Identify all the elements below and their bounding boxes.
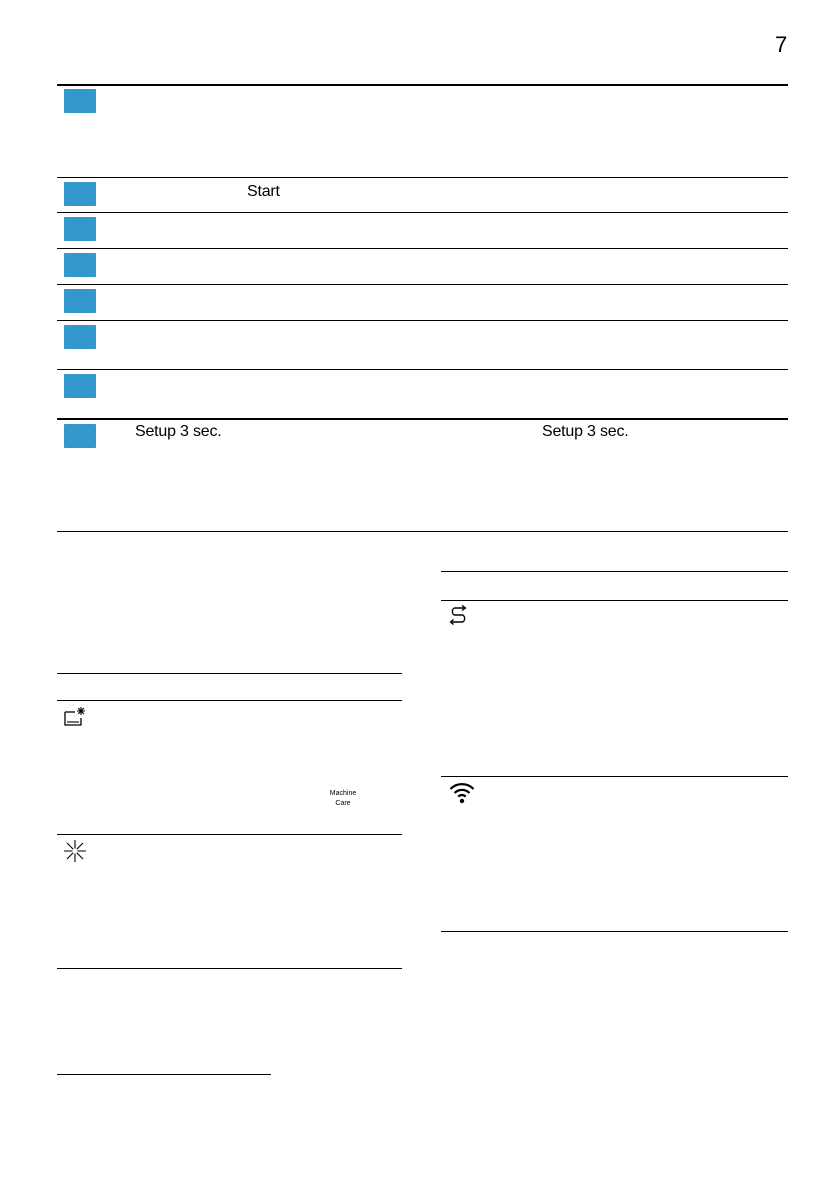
row-divider [57, 248, 788, 249]
table-bottom-rule [57, 968, 402, 969]
setup-label-left: Setup 3 sec. [135, 423, 222, 440]
remote-start-icon [446, 605, 472, 629]
row-divider [57, 834, 402, 835]
table-top-rule [57, 84, 788, 86]
step-square-4 [64, 253, 96, 277]
machine-care-icon [62, 705, 88, 729]
table-bottom-rule [57, 531, 788, 532]
step-square-5 [64, 289, 96, 313]
machine-care-label-line2: Care [335, 800, 351, 807]
row-divider [57, 418, 788, 420]
machine-care-label-line1: Machine [329, 790, 357, 797]
row-divider [57, 369, 788, 370]
row-divider [57, 320, 788, 321]
footnote-rule [57, 1074, 271, 1075]
row-divider [57, 177, 788, 178]
table-header-rule [57, 700, 402, 701]
page-number: 7 [775, 32, 788, 57]
step-square-6 [64, 325, 96, 349]
setup-label-right: Setup 3 sec. [542, 423, 629, 440]
start-button-label: Start [247, 183, 280, 200]
step-square-8 [64, 424, 96, 448]
step-square-2 [64, 182, 96, 206]
row-divider [441, 776, 788, 777]
step-square-3 [64, 217, 96, 241]
step-square-1 [64, 89, 96, 113]
table-top-rule [441, 571, 788, 572]
wifi-icon [449, 781, 475, 805]
table-bottom-rule [441, 931, 788, 932]
sparkle-icon [63, 839, 87, 863]
step-square-7 [64, 374, 96, 398]
row-divider [57, 284, 788, 285]
table-header-rule [441, 600, 788, 601]
table-top-rule [57, 673, 402, 674]
row-divider [57, 212, 788, 213]
